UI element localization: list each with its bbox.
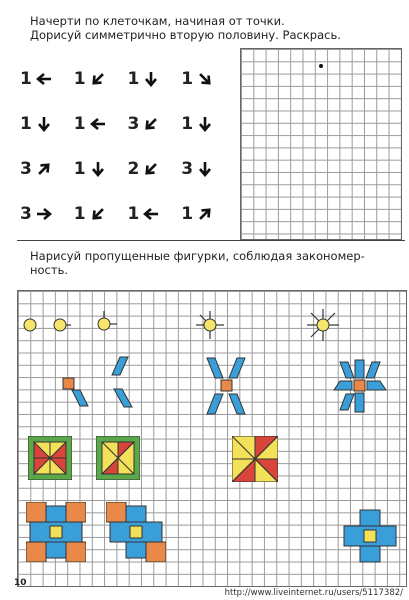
command-cell [128, 101, 182, 146]
arrow-up-right-icon [36, 161, 52, 177]
command-cell [20, 56, 74, 101]
arrow-down-icon [143, 71, 159, 87]
task2-line2: ность. [30, 263, 69, 277]
task1-instructions [30, 14, 409, 42]
task1-line1: Начерти по клеточкам, начиная от точки. [30, 14, 285, 28]
command-count: 1 [181, 68, 194, 89]
command-cell [128, 146, 182, 191]
arrow-left-icon [90, 116, 106, 132]
arrow-down-icon [90, 161, 106, 177]
start-dot [319, 64, 323, 68]
arrow-down-icon [197, 161, 213, 177]
command-cell [74, 56, 128, 101]
square-figure-2 [96, 436, 140, 480]
arrow-left-icon [36, 71, 52, 87]
command-count: 3 [20, 203, 32, 224]
arrow-command-table [20, 56, 235, 236]
command-cell [181, 146, 235, 191]
command-count: 3 [20, 158, 32, 179]
cross-figure-2 [106, 502, 166, 562]
command-cell [20, 191, 74, 236]
arrow-down-left-icon [90, 206, 106, 222]
command-cell [74, 146, 128, 191]
arrow-down-left-icon [143, 161, 159, 177]
petal-figure-4 [205, 356, 247, 416]
command-count: 1 [73, 68, 86, 89]
cross-figure-1 [26, 502, 86, 562]
arrow-down-icon [36, 116, 52, 132]
petal-figure-6 [330, 356, 390, 416]
command-count: 1 [73, 158, 86, 179]
command-cell [20, 101, 74, 146]
petal-figure-2 [106, 355, 138, 415]
page-number: 10 [14, 578, 27, 588]
arrow-right-icon [36, 206, 52, 222]
command-count: 2 [127, 158, 140, 179]
command-count: 3 [127, 113, 140, 134]
arrow-left-icon [143, 206, 159, 222]
command-cell [181, 191, 235, 236]
sun-figure-1 [20, 315, 40, 335]
section-divider [17, 240, 405, 241]
command-count: 3 [181, 158, 194, 179]
command-count: 1 [181, 113, 194, 134]
command-count: 1 [73, 203, 86, 224]
square-figure-1 [28, 436, 72, 480]
square-figure-4 [232, 436, 278, 482]
arrow-down-right-icon [197, 71, 213, 87]
arrow-down-left-icon [90, 71, 106, 87]
sun-figure-3 [90, 310, 118, 338]
arrow-up-right-icon [197, 206, 213, 222]
command-count: 1 [20, 68, 32, 89]
task1-line2: Дорисуй симметрично вторую половину. Раскрась. [30, 28, 341, 42]
petal-figure-1 [60, 360, 90, 410]
command-cell [20, 146, 74, 191]
sun-figure-2 [48, 313, 72, 337]
command-cell [181, 101, 235, 146]
cross-figure-4 [342, 508, 398, 564]
arrow-down-icon [197, 116, 213, 132]
arrow-down-left-icon [143, 116, 159, 132]
sun-figure-7 [306, 308, 340, 342]
sun-figure-5 [195, 310, 225, 340]
task2-line1: Нарисуй пропущенные фигурки, соблюдая закономер- [30, 249, 365, 263]
command-cell [181, 56, 235, 101]
footer-url: http://www.liveinternet.ru/users/5117382/ [224, 588, 403, 598]
command-count: 1 [181, 203, 194, 224]
drawing-grid-top[interactable] [240, 48, 402, 240]
command-cell [128, 56, 182, 101]
command-cell [74, 101, 128, 146]
command-count: 1 [127, 68, 140, 89]
command-count: 1 [127, 203, 140, 224]
command-count: 1 [20, 113, 32, 134]
command-count: 1 [73, 113, 86, 134]
command-cell [74, 191, 128, 236]
command-cell [128, 191, 182, 236]
task2-instructions [30, 249, 400, 277]
